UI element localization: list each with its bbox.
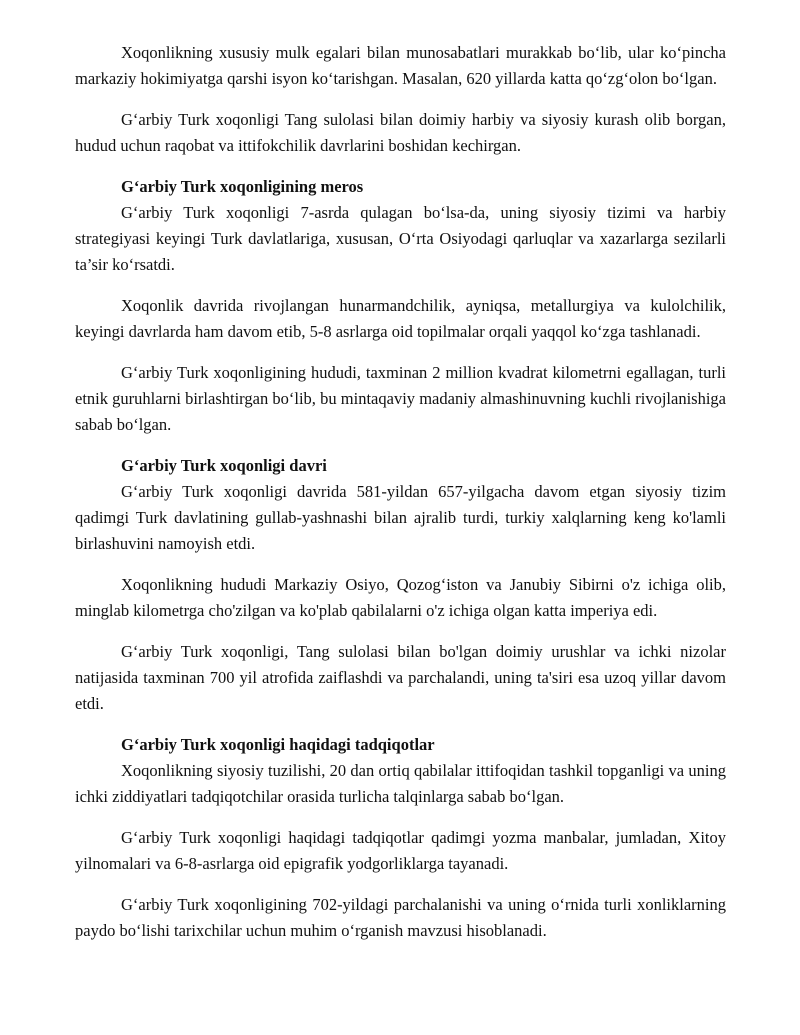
- paragraph: G‘arbiy Turk xoqonligi 7-asrda qulagan bo‘lsa-da, uning siyosiy tizimi va harbiy strategiyasi keyingi Turk davlatlariga, xususan, O‘rta Osiyodagi qarluqlar va xazarlarga sezilarli ta’sir ko‘rsatdi.: [75, 203, 726, 274]
- paragraph: G‘arbiy Turk xoqonligi haqidagi tadqiqotlar qadimgi yozma manbalar, jumladan, Xitoy yilnomalari va 6-8-asrlarga oid epigrafik yodgorliklarga tayanadi.: [75, 828, 726, 873]
- paragraph: G‘arbiy Turk xoqonligi, Tang sulolasi bilan bo'lgan doimiy urushlar va ichki nizolar natijasida taxminan 700 yil atrofida zaiflashdi va parchalandi, uning ta'siri esa uzoq yillar davom etdi.: [75, 642, 726, 713]
- paragraph: Xoqonlikning siyosiy tuzilishi, 20 dan ortiq qabilalar ittifoqidan tashkil topganligi va uning ichki ziddiyatlari tadqiqotchilar orasida turlicha talqinlarga sabab bo‘lgan.: [75, 761, 726, 806]
- section-heading: G‘arbiy Turk xoqonligi haqidagi tadqiqotlar: [121, 735, 435, 754]
- section-heading: G‘arbiy Turk xoqonligi davri: [121, 456, 327, 475]
- paragraph: Xoqonlikning xususiy mulk egalari bilan munosabatlari murakkab bo‘lib, ular ko‘pincha markaziy hokimiyatga qarshi isyon ko‘tarishgan. Masalan, 620 yillarda katta qo‘zg‘olon bo‘lgan.: [75, 43, 726, 88]
- paragraph: G‘arbiy Turk xoqonligi Tang sulolasi bilan doimiy harbiy va siyosiy kurash olib borgan, hudud uchun raqobat va ittifokchilik davrlarini boshidan kechirgan.: [75, 110, 726, 155]
- paragraph: G‘arbiy Turk xoqonligining hududi, taxminan 2 million kvadrat kilometrni egallagan, turli etnik guruhlarni birlashtirgan bo‘lib, bu mintaqaviy madaniy almashinuvning kuchli rivojlanishiga sabab bo‘lgan.: [75, 363, 726, 434]
- paragraph: Xoqonlikning hududi Markaziy Osiyo, Qozog‘iston va Janubiy Sibirni o'z ichiga olib, minglab kilometrga cho'zilgan va ko'plab qabilalarni o'z ichiga olgan katta imperiya edi.: [75, 575, 726, 620]
- paragraph: G‘arbiy Turk xoqonligining 702-yildagi parchalanishi va uning o‘rnida turli xonliklarning paydo bo‘lishi tarixchilar uchun muhim o‘rganish mavzusi hisoblanadi.: [75, 895, 726, 940]
- document-page: [75, 40, 726, 959]
- paragraph: G‘arbiy Turk xoqonligi davrida 581-yildan 657-yilgacha davom etgan siyosiy tizim qadimgi Turk davlatining gullab-yashnashi bilan ajralib turdi, turkiy xalqlarning keng ko'lamli birlashuvini namoyish etdi.: [75, 482, 726, 553]
- section-heading: G‘arbiy Turk xoqonligining meros: [121, 177, 364, 196]
- paragraph: Xoqonlik davrida rivojlangan hunarmandchilik, ayniqsa, metallurgiya va kulolchilik, keyingi davrlarda ham davom etib, 5-8 asrlarga oid topilmalar orqali yaqqol ko‘zga tashlanadi.: [75, 296, 726, 341]
